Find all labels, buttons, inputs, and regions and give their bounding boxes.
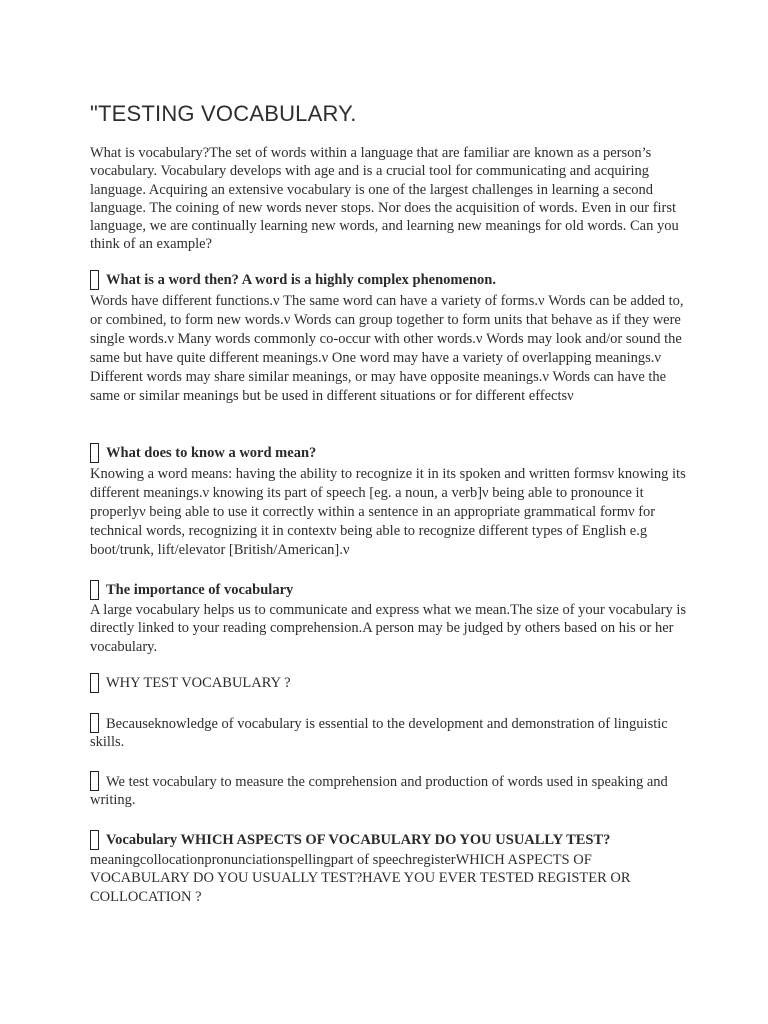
because-paragraph xyxy=(90,713,690,752)
heading-text: WHY TEST VOCABULARY ? xyxy=(106,674,291,691)
checkbox-placeholder-icon xyxy=(90,580,99,600)
measure-text: We test vocabulary to measure the comprehension and production of words used in speaking and writing. xyxy=(90,774,668,809)
checkbox-placeholder-icon xyxy=(90,673,99,693)
because-text: Becauseknowledge of vocabulary is essential to the development and demonstration of linguistic skills. xyxy=(90,716,668,751)
heading-text: What is a word then? A word is a highly complex phenomenon. xyxy=(106,271,496,288)
intro-paragraph: What is vocabulary?The set of words within a language that are familiar are known as a person’s vocabulary. Vocabulary develops with age and is a crucial tool for communicating and acquiring language. Acquiring an extensive vocabulary is one of the largest challenges in learning a second language. The coining of new words never stops. Nor does the acquisition of words. Even in our first language, we are continually learning new words, and learning new meanings for old words. Can you think of an example? xyxy=(90,145,679,253)
section-heading-importance xyxy=(90,578,690,602)
checkbox-placeholder-icon xyxy=(90,713,99,733)
checkbox-placeholder-icon xyxy=(90,830,99,850)
checkbox-placeholder-icon xyxy=(90,443,99,463)
checkbox-placeholder-icon xyxy=(90,771,99,791)
heading-text: Vocabulary WHICH ASPECTS OF VOCABULARY DO YOU USUALLY TEST? xyxy=(106,831,611,848)
section-heading-word xyxy=(90,268,690,292)
section-body-know: Knowing a word means: having the ability to recognize it in its spoken and written formsν knowing its different meanings.ν knowing its part of speech [eg. a noun, a verb]ν being able to pronounce it properlyν being able to use it correctly within a sentence in an appropriate grammatical formν for technical words, recognizing it in contextν being able to recognize different types of English e.g boot/trunk, lift/elevator [British/American].ν xyxy=(90,466,686,558)
section-body-importance: A large vocabulary helps us to communicate and express what we mean.The size of your vocabulary is directly linked to your reading comprehension.A person may be judged by others based on his or her vocabulary. xyxy=(90,602,687,655)
aspects-heading xyxy=(90,828,690,852)
page-title: "TESTING VOCABULARY. xyxy=(90,101,357,126)
heading-text: What does to know a word mean? xyxy=(106,444,317,461)
checkbox-placeholder-icon xyxy=(90,270,99,290)
measure-paragraph xyxy=(90,771,690,810)
aspects-body: meaningcollocationpronunciationspellingpart of speechregisterWHICH ASPECTS OF VOCABULARY DO YOU USUALLY TEST?HAVE YOU EVER TESTED REGISTER OR COLLOCATION ? xyxy=(90,852,631,905)
section-heading-know xyxy=(90,441,690,465)
heading-text: The importance of vocabulary xyxy=(106,581,294,598)
why-test-heading xyxy=(90,671,690,695)
section-body-word: Words have different functions.ν The same word can have a variety of forms.ν Words can be added to, or combined, to form new words.ν Words can group together to form units that behave as if they were single words.ν Many words commonly co-occur with other words.ν Words may look and/or sound the same but have quite different meanings.ν One word may have a variety of overlapping meanings.ν Different words may share similar meanings, or may have opposite meanings.ν Words can have the same or similar meanings but be used in different situations or for different effectsν xyxy=(90,293,684,404)
